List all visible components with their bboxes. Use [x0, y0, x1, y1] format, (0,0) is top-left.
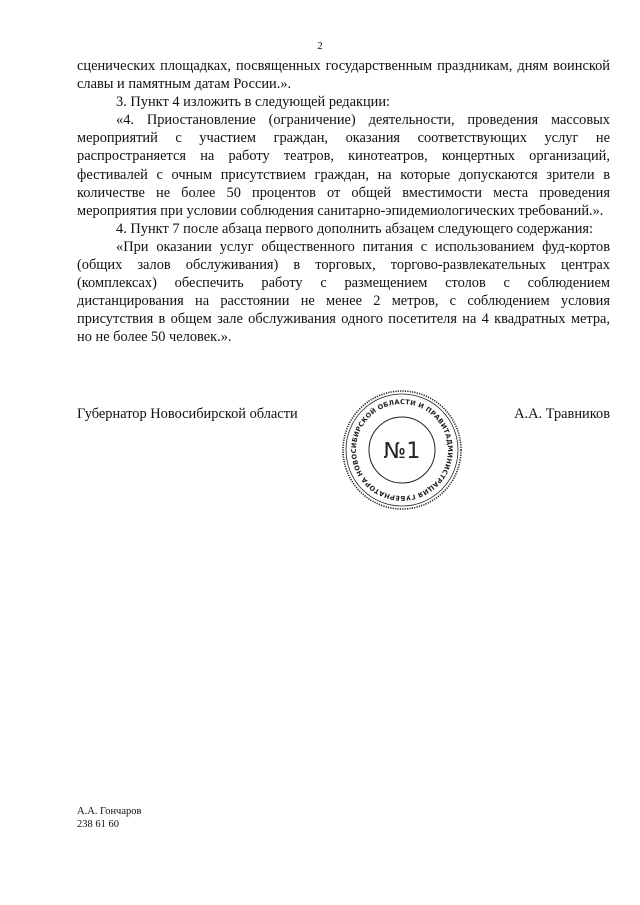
page-number: 2: [317, 40, 323, 52]
signatory-name: А.А. Травников: [514, 406, 610, 422]
executor-phone: 238 61 60: [77, 818, 119, 830]
paragraph-continuation: сценических площадках, посвященных государственным праздникам, дням воинской славы и памятным датам России.».: [77, 58, 610, 93]
paragraph-item-4: 4. Пункт 7 после абзаца первого дополнить абзацем следующего содержания:: [116, 220, 594, 237]
paragraph-item-7-quote: «При оказании услуг общественного питания с использованием фуд-кортов (общих залов обслуживания) в торговых, торгово-развлекательных центрах (комплексах) обеспечить работу с размещением столов с соблюдением дистанцирования на расстоянии не менее 2 метров, с соблюдением условия присутствия в общем зале обслуживания одного посетителя на 4 квадратных метра, но не более 50 человек.».: [77, 238, 610, 346]
stamp-center-text: №1: [383, 439, 421, 464]
paragraph-item-3: 3. Пункт 4 изложить в следующей редакции:: [116, 94, 391, 111]
official-seal-stamp: [340, 388, 464, 512]
executor-name: А.А. Гончаров: [77, 806, 142, 817]
executor-info: [77, 806, 141, 831]
stamp-ring-text: АДМИНИСТРАЦИЯ ГУБЕРНАТОРА НОВОСИБИРСКОЙ ОБЛАСТИ И ПРАВИТЕЛЬСТВА: [349, 397, 455, 503]
signatory-role: Губернатор Новосибирской области: [77, 406, 298, 422]
document-body: [77, 57, 610, 347]
paragraph-item-4-quote: «4. Приостановление (ограничение) деятельности, проведения массовых мероприятий с участием граждан, оказания соответствующих услуг не распространяется на работу театров, кинотеатров, концертных организаций, фестивалей с очным присутствием граждан, на которые допускаются зрители в количестве не более 50 процентов от общей вместимости места проведения мероприятия при условии соблюдения санитарно-эпидемиологических требований.».: [77, 112, 610, 219]
